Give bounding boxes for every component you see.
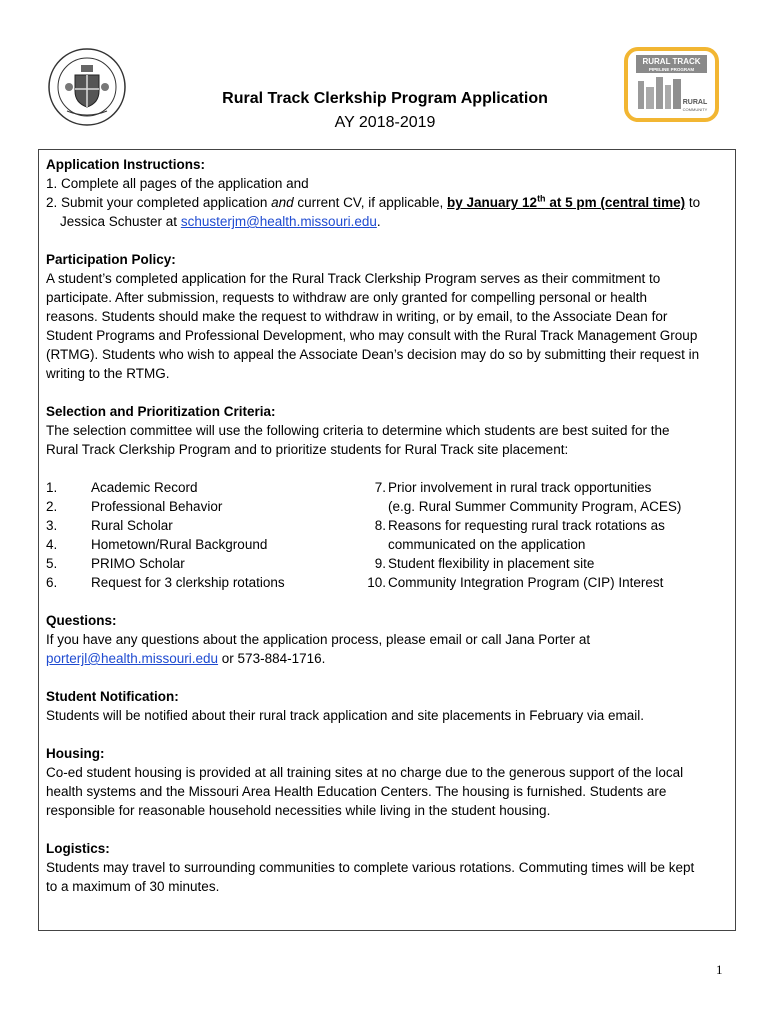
- policy-line: writing to the RTMG.: [46, 366, 170, 381]
- notification-line: Students will be notified about their rural track application and site placements in February via email.: [46, 708, 645, 723]
- criteria-item: 5. PRIMO Scholar: [46, 556, 185, 571]
- instruction-step-1: 1. Complete all pages of the application and: [46, 176, 309, 191]
- criteria-line: Rural Track Clerkship Program and to prioritize students for Rural Track site placement:: [46, 442, 569, 457]
- criteria-item: 2. Professional Behavior: [46, 499, 223, 514]
- policy-line: participate. After submission, requests to withdraw are only granted for compelling personal or health: [46, 290, 648, 305]
- criteria-item: 1. Academic Record: [46, 480, 198, 495]
- criteria-line: The selection committee will use the following criteria to determine which students are best suited for the: [46, 423, 670, 438]
- questions-contact: porterjl@health.missouri.edu or 573-884-1716.: [46, 651, 326, 666]
- criteria-item: communicated on the application: [388, 537, 586, 552]
- page-title: Rural Track Clerkship Program Application: [222, 90, 548, 107]
- questions-line: If you have any questions about the application process, please email or call Jana Porter at: [46, 632, 591, 647]
- criteria-heading: Selection and Prioritization Criteria:: [46, 404, 276, 419]
- criteria-list: [46, 478, 736, 592]
- policy-line: reasons. Students should make the request to withdraw in writing, or by email, to the Associate Dean for: [46, 309, 668, 324]
- housing-heading: Housing:: [46, 746, 105, 761]
- policy-line: (RTMG). Students who wish to appeal the Associate Dean’s decision may do so by submitting their request in: [46, 347, 700, 362]
- logistics-line: to a maximum of 30 minutes.: [46, 879, 220, 894]
- instruction-step-2: 2. Submit your completed application and current CV, if applicable, by January 12th at 5 pm (central time) to: [46, 193, 701, 210]
- policy-heading: Participation Policy:: [46, 252, 176, 267]
- instructions-content: [46, 155, 736, 896]
- logistics-line: Students may travel to surrounding communities to complete various rotations. Commuting times will be kept: [46, 860, 695, 875]
- criteria-item: 10. Community Integration Program (CIP) Interest: [367, 575, 664, 590]
- criteria-item: 6. Request for 3 clerkship rotations: [46, 575, 285, 590]
- criteria-item: 7. Prior involvement in rural track opportunities: [374, 480, 652, 495]
- academic-year: AY 2018-2019: [334, 114, 436, 131]
- policy-line: Student Programs and Professional Development, who may consult with the Rural Track Management Group: [46, 328, 698, 343]
- criteria-item: (e.g. Rural Summer Community Program, ACES): [388, 499, 682, 514]
- criteria-item: 3. Rural Scholar: [46, 518, 173, 533]
- instruction-step-2-contact: Jessica Schuster at schusterjm@health.missouri.edu.: [60, 214, 381, 229]
- questions-heading: Questions:: [46, 613, 117, 628]
- page-number: 1: [716, 962, 723, 977]
- logistics-heading: Logistics:: [46, 841, 110, 856]
- notification-heading: Student Notification:: [46, 689, 179, 704]
- logo-line3: RURAL: [682, 99, 708, 106]
- housing-line: health systems and the Missouri Area Health Education Centers. The housing is furnished. Students are: [46, 784, 667, 799]
- criteria-item: 9. Student flexibility in placement site: [374, 556, 595, 571]
- schuster-email-link[interactable]: schusterjm@health.missouri.edu: [180, 214, 377, 229]
- housing-line: Co-ed student housing is provided at all training sites at no charge due to the generous support of the local: [46, 765, 684, 780]
- criteria-item: 4. Hometown/Rural Background: [46, 537, 268, 552]
- policy-line: A student’s completed application for the Rural Track Clerkship Program serves as their commitment to: [46, 271, 661, 286]
- criteria-item: 8. Reasons for requesting rural track rotations as: [374, 518, 665, 533]
- logo-line1: RURAL TRACK: [642, 57, 701, 66]
- logo-line4: COMMUNITY: [682, 107, 708, 112]
- rural-track-logo-icon: [624, 47, 719, 122]
- porter-email-link[interactable]: porterjl@health.missouri.edu: [46, 651, 219, 666]
- deadline: by January 12th at 5 pm (central time): [447, 193, 686, 210]
- logo-line2: PIPELINE PROGRAM: [648, 67, 695, 72]
- housing-line: responsible for reasonable household necessities while living in the student housing.: [46, 803, 551, 818]
- instructions-heading: Application Instructions:: [46, 157, 206, 172]
